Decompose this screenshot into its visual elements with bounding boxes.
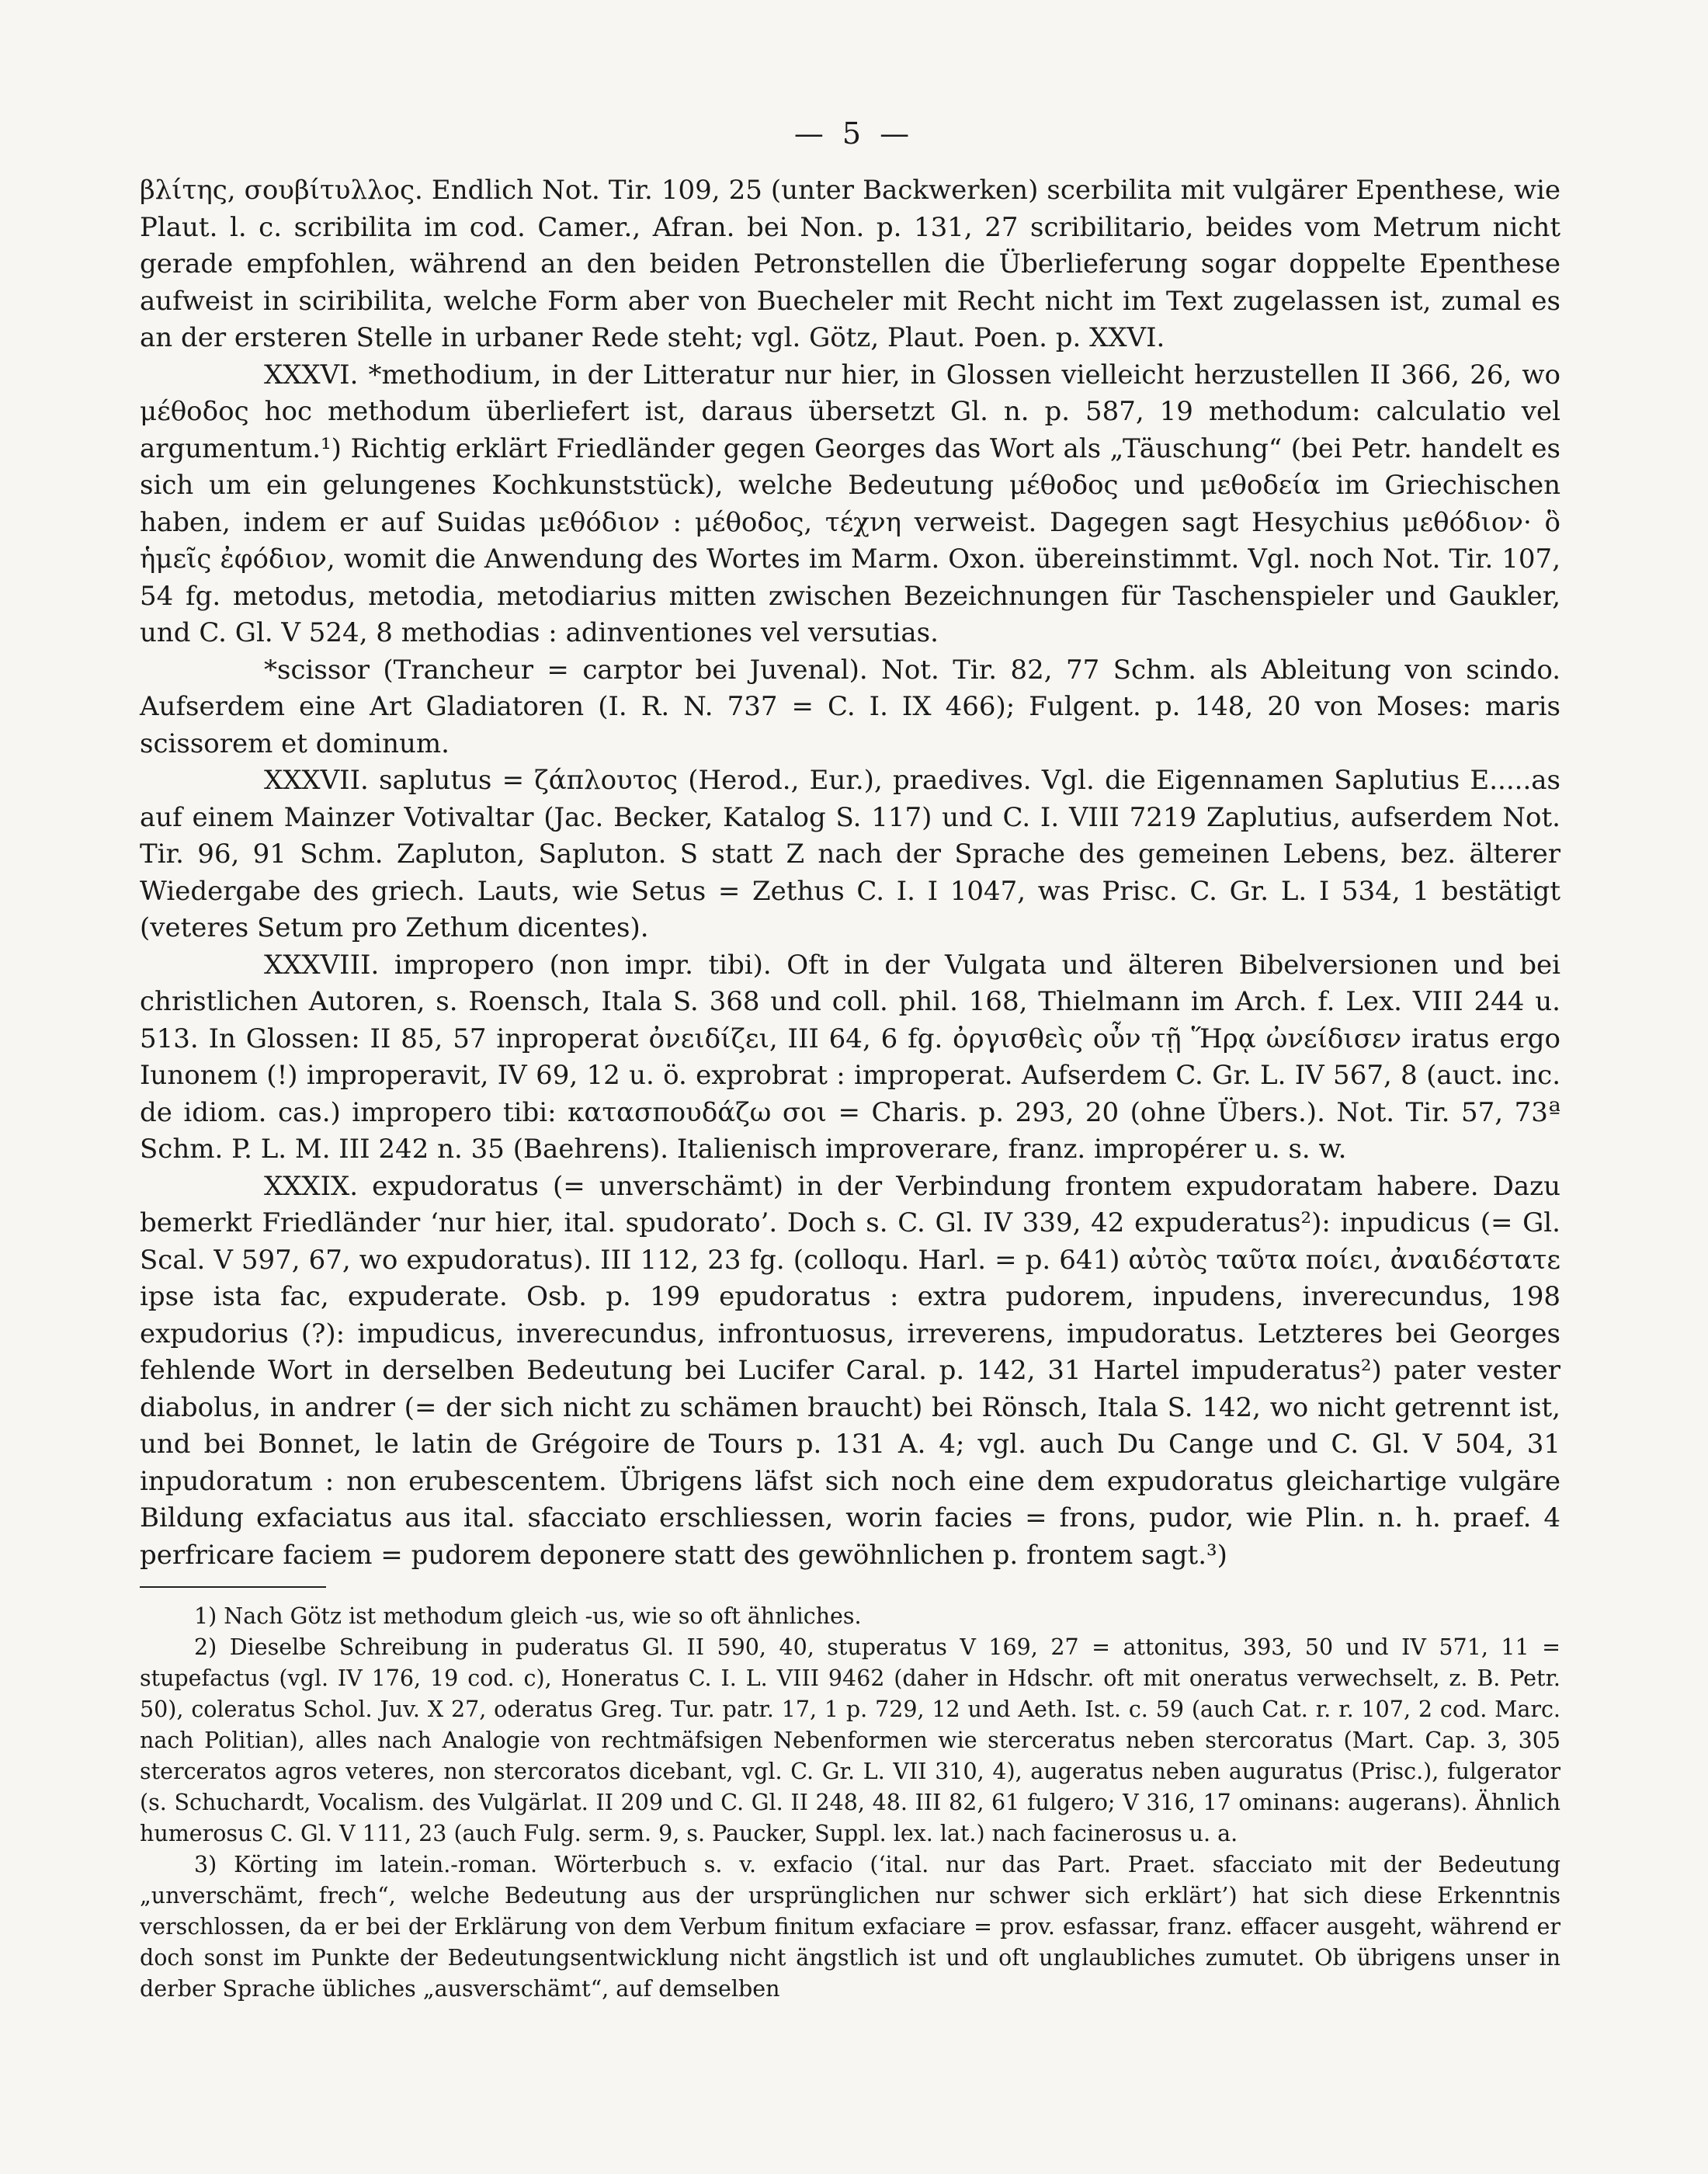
footnote-rule bbox=[140, 1586, 326, 1588]
main-text bbox=[140, 172, 1560, 1574]
entry-xxxvi: XXXVI. *methodium, in der Litteratur nur hier, in Glossen vielleicht herzustellen II 366, 26, wo μέθοδος hoc methodum überliefert ist, daraus übersetzt Gl. n. p. 587, 19 methodum: calculatio vel argumentum.¹) Richtig erklärt Friedländer gegen Georges das Wort als „Täuschung“ (bei Petr. handelt es sich um ein gelungenes Kochkunststück), welche Bedeutung μέθοδος und μεθοδεία im Griechischen haben, indem er auf Suidas μεθόδιον : μέθοδος, τέχνη verweist. Dagegen sagt Hesychius μεθόδιον· ὃ ἡμεῖς ἐφόδιον, womit die Anwendung des Wortes im Marm. Oxon. übereinstimmt. Vgl. noch Not. Tir. 107, 54 fg. metodus, metodia, metodiarius mitten zwischen Bezeichnungen für Taschenspieler und Gaukler, und C. Gl. V 524, 8 methodias : adinventiones vel versutias. bbox=[140, 359, 1560, 648]
footnote-2: 2) Dieselbe Schreibung in puderatus Gl. II 590, 40, stuperatus V 169, 27 = attonitus, 393, 50 und IV 571, 11 = stupefactus (vgl. IV 176, 19 cod. c), Honeratus C. I. L. VIII 9462 (daher in Hdschr. oft mit oneratus verwechselt, z. B. Petr. 50), coleratus Schol. Juv. X 27, oderatus Greg. Tur. patr. 17, 1 p. 729, 12 und Aeth. Ist. c. 59 (auch Cat. r. r. 107, 2 cod. Marc. nach Politian), alles nach Analogie von rechtmäfsigen Nebenformen wie sterceratus neben stercoratus (Mart. Cap. 3, 305 sterceratos agros veteres, non stercoratos dicebant, vgl. C. Gr. L. VII 310, 4), augeratus neben auguratus (Prisc.), fulgerator (s. Schuchardt, Vocalism. des Vulgärlat. II 209 und C. Gl. II 248, 48. III 82, 61 fulgero; V 316, 17 ominans: augerans). Ähnlich humerosus C. Gl. V 111, 23 (auch Fulg. serm. 9, s. Paucker, Suppl. lex. lat.) nach facinerosus u. a. bbox=[140, 1634, 1560, 1846]
footnote-3: 3) Körting im latein.-roman. Wörterbuch s. v. exfacio (‘ital. nur das Part. Praet. sfacciato mit der Bedeutung „unverschämt, frech“, welche Bedeutung aus der ursprünglichen nur schwer sich erklärt’) hat sich diese Erkenntnis verschlossen, da er bei der Erklärung von dem Verbum finitum exfaciare = prov. esfassar, franz. effacer ausgeht, während er doch sonst im Punkte der Bedeutungsentwicklung nicht ängstlich ist und oft unglaubliches zumutet. Ob übrigens unser in derber Sprache übliches „ausverschämt“, auf demselben bbox=[140, 1852, 1560, 2002]
paragraph-continuation: βλίτης, σουβίτυλλος. Endlich Not. Tir. 109, 25 (unter Backwerken) scerbilita mit vulgärer Epenthese, wie Plaut. l. c. scribilita im cod. Camer., Afran. bei Non. p. 131, 27 scribilitario, beides vom Metrum nicht gerade empfohlen, während an den beiden Petronstellen die Überlieferung sogar doppelte Epenthese aufweist in sciribilita, welche Form aber von Buecheler mit Recht nicht im Text zugelassen ist, zumal es an der ersteren Stelle in urbaner Rede steht; vgl. Götz, Plaut. Poen. p. XXVI. bbox=[140, 175, 1560, 353]
entry-xxxviii: XXXVIII. impropero (non impr. tibi). Oft in der Vulgata und älteren Bibelversionen und bei christlichen Autoren, s. Roensch, Itala S. 368 und coll. phil. 168, Thielmann im Arch. f. Lex. VIII 244 u. 513. In Glossen: II 85, 57 inproperat ὀνειδίζει, III 64, 6 fg. ὀργισθεὶς οὖν τῇ Ἥρᾳ ὠνείδισεν iratus ergo Iunonem (!) improperavit, IV 69, 12 u. ö. exprobrat : improperat. Aufserdem C. Gr. L. IV 567, 8 (auct. inc. de idiom. cas.) impropero tibi: κατασπουδάζω σοι = Charis. p. 293, 20 (ohne Übers.). Not. Tir. 57, 73ª Schm. P. L. M. III 242 n. 35 (Baehrens). Italienisch improverare, franz. impropérer u. s. w. bbox=[140, 949, 1560, 1165]
footnote-1: 1) Nach Götz ist methodum gleich -us, wie so oft ähnliches. bbox=[194, 1603, 862, 1629]
footnotes bbox=[140, 1601, 1560, 2005]
entry-scissor: *scissor (Trancheur = carptor bei Juvenal). Not. Tir. 82, 77 Schm. als Ableitung von scindo. Aufserdem eine Art Gladiatoren (I. R. N. 737 = C. I. IX 466); Fulgent. p. 148, 20 von Moses: maris scissorem et dominum. bbox=[140, 654, 1560, 759]
entry-xxxvii: XXXVII. saplutus = ζάπλουτος (Herod., Eur.), praedives. Vgl. die Eigennamen Saplutius E.....as auf einem Mainzer Votivaltar (Jac. Becker, Katalog S. 117) und C. I. VIII 7219 Zaplutius, aufserdem Not. Tir. 96, 91 Schm. Zapluton, Sapluton. S statt Z nach der Sprache des gemeinen Lebens, bez. älterer Wiedergabe des griech. Lauts, wie Setus = Zethus C. I. I 1047, was Prisc. C. Gr. L. I 534, 1 bestätigt (veteres Setum pro Zethum dicentes). bbox=[140, 765, 1560, 943]
entry-xxxix: XXXIX. expudoratus (= unverschämt) in der Verbindung frontem expudoratam habere. Dazu bemerkt Friedländer ‘nur hier, ital. spudorato’. Doch s. C. Gl. IV 339, 42 expuderatus²): inpudicus (= Gl. Scal. V 597, 67, wo expudoratus). III 112, 23 fg. (colloqu. Harl. = p. 641) αὐτὸς ταῦτα ποίει, ἀναιδέστατε ipse ista fac, expuderate. Osb. p. 199 epudoratus : extra pudorem, inpudens, inverecundus, 198 expudorius (?): impudicus, inverecundus, infrontuosus, irreverens, impudoratus. Letzteres bei Georges fehlende Wort in derselben Bedeutung bei Lucifer Caral. p. 142, 31 Hartel impuderatus²) pater vester diabolus, in andrer (= der sich nicht zu schämen braucht) bei Rönsch, Itala S. 142, wo nicht getrennt ist, und bei Bonnet, le latin de Grégoire de Tours p. 131 A. 4; vgl. auch Du Cange und C. Gl. V 504, 31 inpudoratum : non erubescentem. Übrigens läfst sich noch eine dem expudoratus gleichartige vulgäre Bildung exfaciatus aus ital. sfacciato erschliessen, worin facies = frons, pudor, wie Plin. n. h. praef. 4 perfricare faciem = pudorem deponere statt des gewöhnlichen p. frontem sagt.³) bbox=[140, 1170, 1560, 1571]
page-number: — 5 — bbox=[793, 116, 915, 151]
